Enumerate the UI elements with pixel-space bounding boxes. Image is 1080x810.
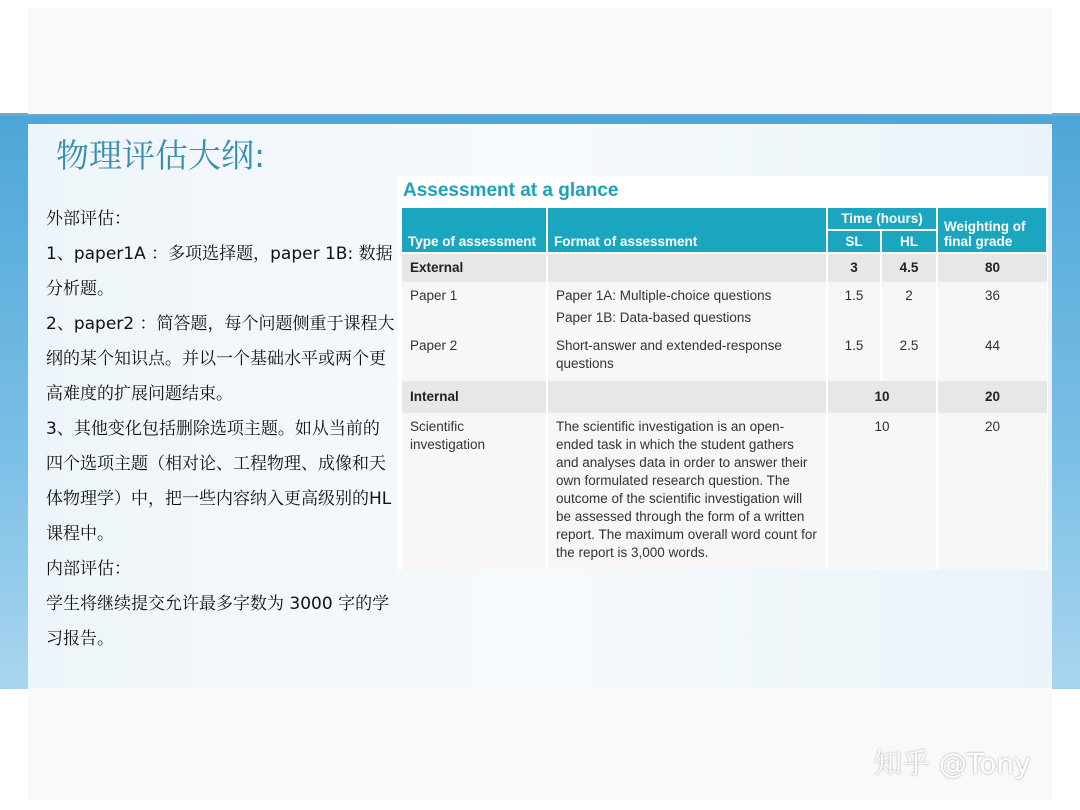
header-hl: HL xyxy=(881,230,937,253)
table-row xyxy=(401,381,1047,413)
header-weight: Weighting of final grade xyxy=(937,207,1047,253)
cell: Short-answer and extended-response questions xyxy=(547,332,827,381)
cell: Paper 1 xyxy=(401,282,547,332)
cell: 4.5 xyxy=(881,253,937,282)
paragraph: 学生将继续提交允许最多字数为 3000 字的学习报告。 xyxy=(46,594,390,649)
page-title: 物理评估大纲: xyxy=(56,136,266,175)
paragraph: 3、其他变化包括删除选项主题。如从当前的四个选项主题（相对论、工程物理、成像和天体物理学）中，把一些内容纳入更高级别的HL课程中。 xyxy=(46,419,392,544)
header-time: Time (hours) xyxy=(827,207,937,230)
cell: 36 xyxy=(937,282,1047,332)
cell: Paper 2 xyxy=(401,332,547,381)
paragraph: 内部评估： xyxy=(46,559,131,579)
table-row xyxy=(401,332,1047,381)
header-type: Type of assessment xyxy=(401,207,547,253)
cell-line: Paper 1B: Data-based questions xyxy=(556,310,752,325)
cell: 1.5 xyxy=(827,282,881,332)
description xyxy=(46,202,396,657)
cell: The scientific investigation is an open-ended task in which the student gathers and analyses data in order to answer their own formulated research question. The outcome of the scientific investigation will be assessed through the form of a written report. The maximum overall word count for the report is 3,000 words. xyxy=(547,413,827,570)
header-format: Format of assessment xyxy=(547,207,827,253)
cell: Scientific investigation xyxy=(401,413,547,570)
assessment-table xyxy=(400,206,1048,570)
paragraph: 2、paper2 ：简答题，每个问题侧重于课程大纲的某个知识点。并以一个基础水平或两个更高难度的扩展问题结束。 xyxy=(46,314,395,404)
paragraph: 外部评估： xyxy=(46,209,131,229)
table-row xyxy=(401,413,1047,570)
cell xyxy=(547,381,827,413)
cell: 10 xyxy=(827,381,937,413)
cell: External xyxy=(401,253,547,282)
cell: 44 xyxy=(937,332,1047,381)
cell: Internal xyxy=(401,381,547,413)
cell: 3 xyxy=(827,253,881,282)
cell: 1.5 xyxy=(827,332,881,381)
watermark: 知乎 @Tony xyxy=(874,747,1031,780)
assessment-table-figure xyxy=(398,176,1048,570)
cell: 10 xyxy=(827,413,937,570)
cell: 20 xyxy=(937,413,1047,570)
cell: 80 xyxy=(937,253,1047,282)
table-row xyxy=(401,253,1047,282)
cell: 2 xyxy=(881,282,937,332)
slide xyxy=(28,8,1052,114)
table-title: Assessment at a glance xyxy=(403,180,619,201)
cell-line: Paper 1A: Multiple-choice questions xyxy=(556,288,772,303)
table-row xyxy=(401,282,1047,332)
cell xyxy=(547,282,827,332)
cell: 20 xyxy=(937,381,1047,413)
cell xyxy=(547,253,827,282)
paragraph: 1、paper1A ：多项选择题，paper 1B: 数据分析题。 xyxy=(46,244,393,299)
cell: 2.5 xyxy=(881,332,937,381)
header-sl: SL xyxy=(827,230,881,253)
